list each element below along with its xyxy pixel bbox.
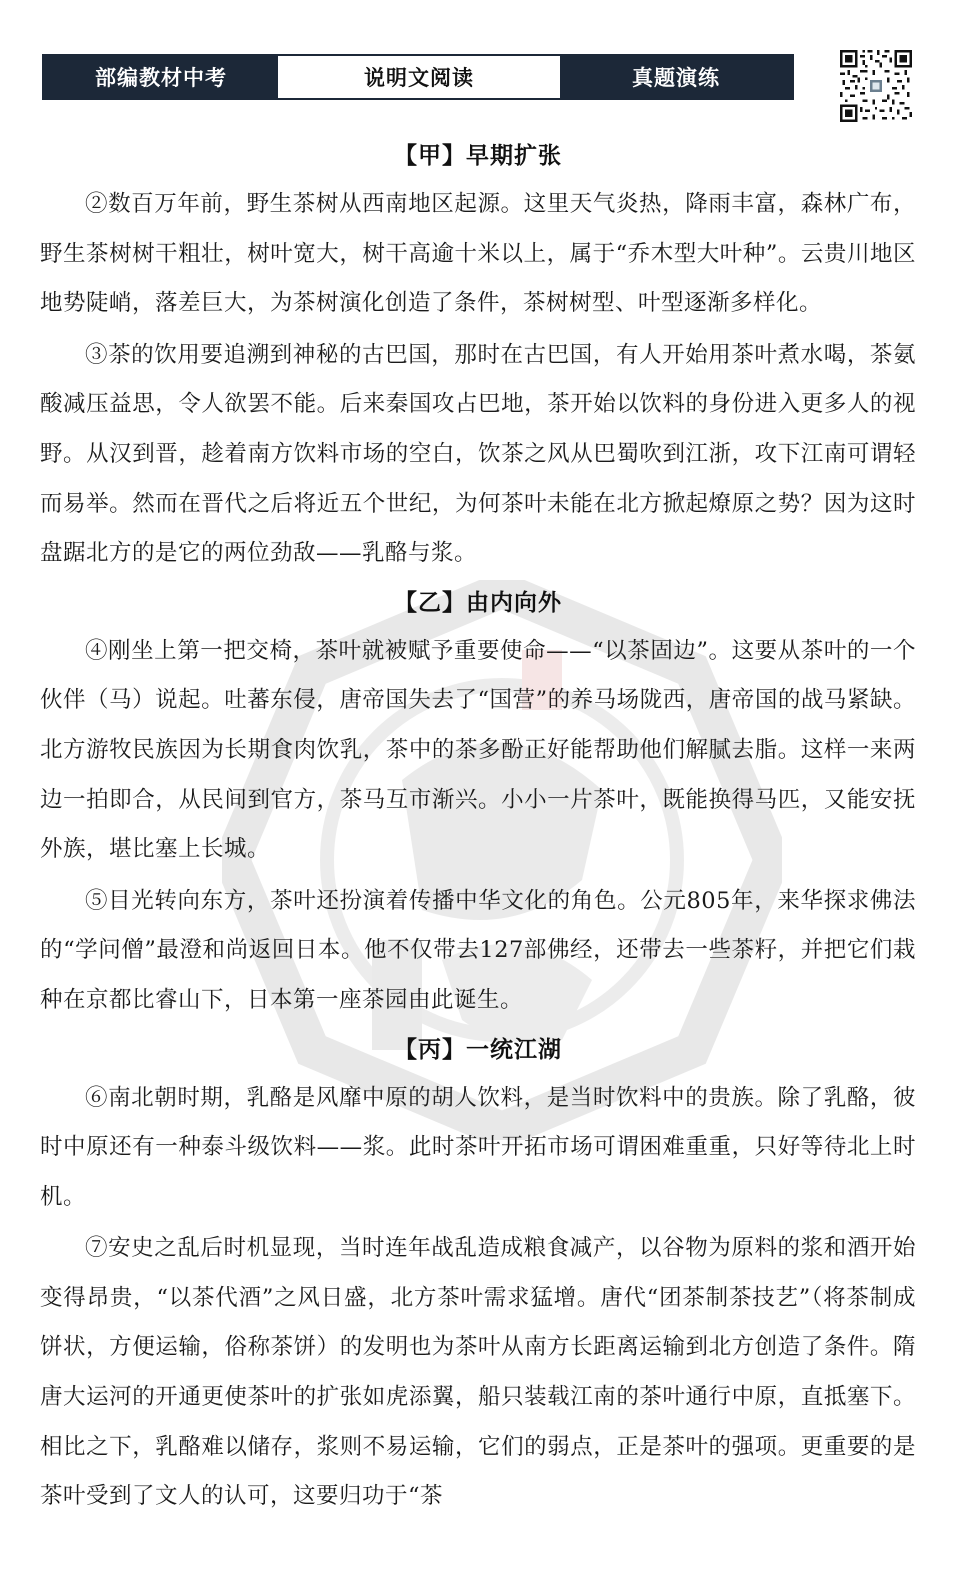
paragraph-3: ③茶的饮用要追溯到神秘的古巴国，那时在古巴国，有人开始用茶叶煮水喝，茶氨酸减压益思，令人欲罢不能。后来秦国攻占巴地，茶开始以饮料的身份进入更多人的视野。从汉到晋，趁着南方饮料市场的空白，饮茶之风从巴蜀吹到江浙，攻下江南可谓轻而易举。然而在晋代之后将近五个世纪，为何茶叶未能在北方掀起燎原之势？因为这时盘踞北方的是它的两位劲敌——乳酪与浆。 xyxy=(40,341,916,567)
paragraph-4: ④刚坐上第一把交椅，茶叶就被赋予重要使命——“以茶固边”。这要从茶叶的一个伙伴（马）说起。吐蕃东侵，唐帝国失去了“国营”的养马场陇西，唐帝国的战马紧缺。北方游牧民族因为长期食肉饮乳，茶中的茶多酚正好能帮助他们解腻去脂。这样一来两边一拍即合，从民间到官方，茶马互市渐兴。小小一片茶叶，既能换得马匹，又能安抚外族，堪比塞上长城。 xyxy=(40,637,916,863)
paragraph-7: ⑦安史之乱后时机显现，当时连年战乱造成粮食减产，以谷物为原料的浆和酒开始变得昂贵，“以茶代酒”之风日盛，北方茶叶需求猛增。唐代“团茶制茶技艺”（将茶制成饼状，方便运输，俗称茶饼）的发明也为茶叶从南方长距离运输到北方创造了条件。隋唐大运河的开通更使茶叶的扩张如虎添翼，船只装载江南的茶叶通行中原，直抵塞下。相比之下，乳酪难以储存，浆则不易运输，它们的弱点，正是茶叶的强项。更重要的是茶叶受到了文人的认可，这要归功于“茶 xyxy=(40,1235,916,1510)
article-body xyxy=(40,132,916,1522)
header-left-label: 部编教材中考 xyxy=(44,56,278,98)
paragraph-5: ⑤目光转向东方，茶叶还扮演着传播中华文化的角色。公元805年，来华探求佛法的“学问僧”最澄和尚返回日本。他不仅带去127部佛经，还带去一些茶籽，并把它们栽种在京都比睿山下，日本第一座茶园由此诞生。 xyxy=(40,887,916,1013)
paragraph-2: ②数百万年前，野生茶树从西南地区起源。这里天气炎热，降雨丰富，森林广布，野生茶树树干粗壮，树叶宽大，树干高逾十米以上，属于“乔木型大叶种”。云贵川地区地势陡峭，落差巨大，为茶树演化创造了条件，茶树树型、叶型逐渐多样化。 xyxy=(40,191,916,317)
section-title-jia: 【甲】早期扩张 xyxy=(394,143,562,169)
header-right-label: 真题演练 xyxy=(560,56,792,98)
header-center-label: 说明文阅读 xyxy=(278,56,560,98)
qr-code-icon[interactable] xyxy=(840,50,912,122)
paragraph-6: ⑥南北朝时期，乳酪是风靡中原的胡人饮料，是当时饮料中的贵族。除了乳酪，彼时中原还有一种泰斗级饮料——浆。此时茶叶开拓市场可谓困难重重，只好等待北上时机。 xyxy=(40,1084,916,1210)
section-title-bing: 【丙】一统江湖 xyxy=(394,1036,562,1063)
section-title-yi: 【乙】由内向外 xyxy=(394,589,562,616)
header-bar xyxy=(42,54,794,100)
